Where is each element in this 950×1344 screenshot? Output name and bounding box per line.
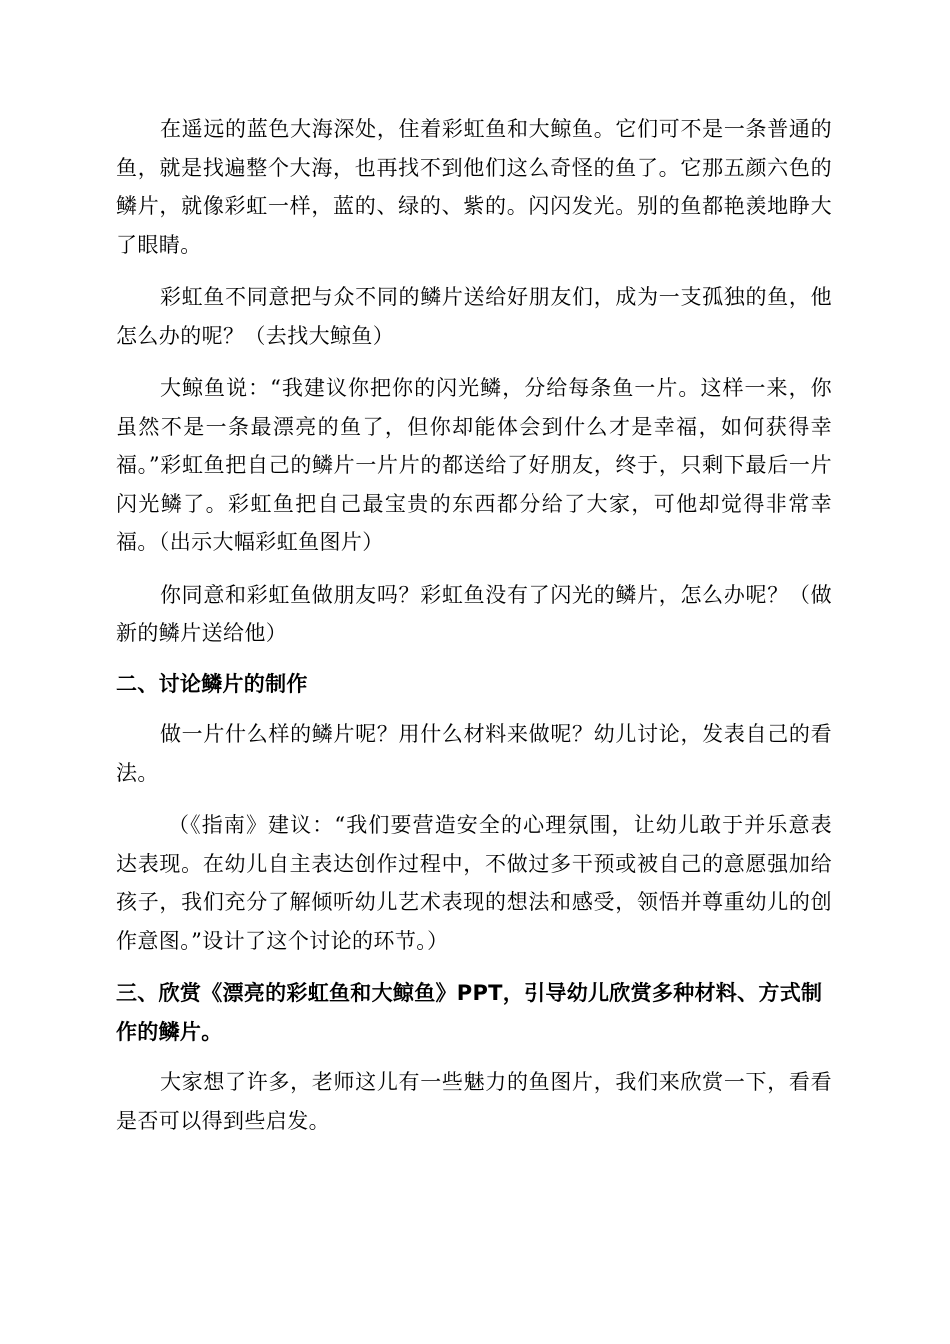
story-paragraph-question: 彩虹鱼不同意把与众不同的鳞片送给好朋友们，成为一支孤独的鱼，他怎么办的呢？（去找大鲸鱼） [116, 285, 832, 348]
guideline-note-paragraph: （《指南》建议：“我们要营造安全的心理氛围，让幼儿敢于并乐意表达表现。在幼儿自主表达创作过程中，不做过多干预或被自己的意愿强加给孩子，我们充分了解倾听幼儿艺术表现的想法和感受，领悟并尊重幼儿的创作意图。”设计了这个讨论的环节。） [116, 813, 832, 953]
ppt-paragraph: 大家想了许多，老师这儿有一些魅力的鱼图片，我们来欣赏一下，看看是否可以得到些启发。 [116, 1070, 832, 1133]
section-heading-discussion: 二、讨论鳞片的制作 [116, 671, 308, 696]
story-paragraph-rainbow-fish: 在遥远的蓝色大海深处，住着彩虹鱼和大鲸鱼。它们可不是一条普通的鱼，就是找遍整个大海，也再找不到他们这么奇怪的鱼了。它那五颜六色的鳞片，就像彩虹一样，蓝的、绿的、紫的。闪闪发光。别的鱼都艳羡地睁大了眼睛。 [116, 117, 832, 257]
document-page [116, 110, 832, 1140]
section-heading-ppt: 三、欣赏《漂亮的彩虹鱼和大鲸鱼》PPT，引导幼儿欣赏多种材料、方式制作的鳞片。 [116, 981, 823, 1044]
story-paragraph-whale-advice: 大鲸鱼说：“我建议你把你的闪光鳞，分给每条鱼一片。这样一来，你虽然不是一条最漂亮的鱼了，但你却能体会到什么才是幸福，如何获得幸福。”彩虹鱼把自己的鳞片一片片的都送给了好朋友，终于，只剩下最后一片闪光鳞了。彩虹鱼把自己最宝贵的东西都分给了大家，可他却觉得非常幸福。（出示大幅彩虹鱼图片） [116, 376, 832, 554]
discussion-paragraph: 做一片什么样的鳞片呢？用什么材料来做呢？幼儿讨论，发表自己的看法。 [116, 722, 832, 785]
story-paragraph-friend-question: 你同意和彩虹鱼做朋友吗？彩虹鱼没有了闪光的鳞片，怎么办呢？（做新的鳞片送给他） [116, 582, 832, 645]
